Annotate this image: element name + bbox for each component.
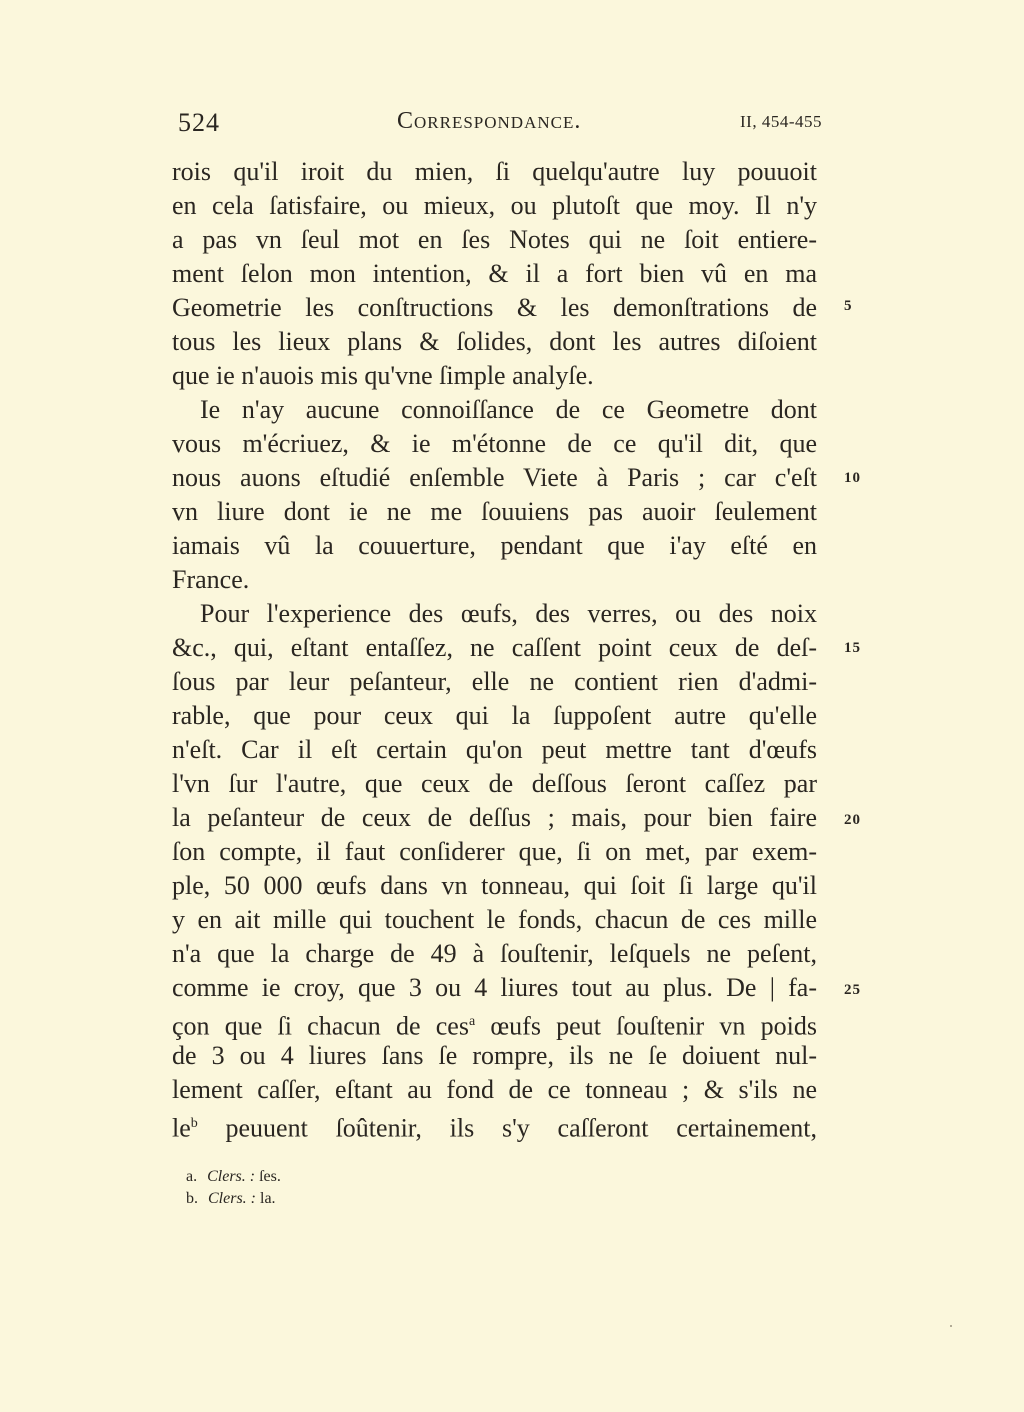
text-line: France. (172, 565, 250, 594)
text-line: la peſanteur de ceux de deſſus ; mais, pour bien faire (172, 803, 817, 832)
text-line (172, 1005, 817, 1039)
running-header (172, 108, 822, 148)
volume-reference: II, 454-455 (740, 112, 822, 131)
footnote-source: Clers. : (208, 1190, 256, 1207)
text-line: en cela ſatisfaire, ou mieux, ou plutoſt que moy. Il n'y (172, 191, 817, 220)
footnote-text: ſes. (259, 1168, 281, 1185)
text-line: ple, 50 000 œufs dans vn tonneau, qui ſoit ſi large qu'il (172, 871, 817, 900)
text-segment: çon que ſi chacun de ces (172, 1011, 469, 1041)
text-line: rable, que pour ceux qui la ſuppoſent autre qu'elle (172, 701, 817, 730)
footnotes (186, 1166, 281, 1210)
text-line: comme ie croy, que 3 ou 4 liures tout au plus. De | fa- (172, 973, 817, 1002)
text-line: Pour l'experience des œufs, des verres, ou des noix (200, 599, 817, 628)
page-number: 524 (178, 108, 220, 137)
footnote (186, 1166, 281, 1188)
line-number: 25 (844, 982, 861, 998)
text-line: iamais vû la couuerture, pendant que i'ay eſté en (172, 531, 817, 560)
line-number: 5 (844, 298, 853, 314)
footnote-mark: a. (186, 1168, 198, 1185)
footnote-text: la. (260, 1190, 276, 1207)
text-line: Geometrie les conſtructions & les demonſtrations de (172, 293, 817, 322)
text-line: ſous par leur peſanteur, elle ne contient rien d'admi- (172, 667, 817, 696)
text-line: ſon compte, il faut conſiderer que, ſi on met, par exem- (172, 837, 817, 866)
text-line: vous m'écriuez, & ie m'étonne de ce qu'il dit, que (172, 429, 817, 458)
text-line: &c., qui, eſtant entaſſez, ne caſſent point ceux de deſ- (172, 633, 817, 662)
line-number: 10 (844, 470, 861, 486)
text-segment: peuuent ſoûtenir, ils s'y caſſeront certainement, (197, 1113, 817, 1143)
footnote (186, 1188, 281, 1210)
line-number: 15 (844, 640, 861, 656)
text-line: lement caſſer, eſtant au fond de ce tonneau ; & s'ils ne (172, 1075, 817, 1104)
text-line: tous les lieux plans & ſolides, dont les autres diſoient (172, 327, 817, 356)
footnote-mark: b. (186, 1190, 198, 1207)
text-line (172, 1107, 817, 1141)
text-line: y en ait mille qui touchent le fonds, chacun de ces mille (172, 905, 817, 934)
text-segment: œufs peut ſouſtenir vn poids (475, 1011, 817, 1041)
text-segment: le (172, 1113, 191, 1143)
text-line: nous auons eſtudié enſemble Viete à Paris ; car c'eſt (172, 463, 817, 492)
footnote-marker-b: b (190, 1116, 198, 1131)
running-title: Correspondance. (397, 108, 582, 134)
text-line: n'eſt. Car il eſt certain qu'on peut mettre tant d'œufs (172, 735, 817, 764)
body-text (172, 155, 817, 1141)
text-line: vn liure dont ie ne me ſouuiens pas auoir ſeulement (172, 497, 817, 526)
text-line: n'a que la charge de 49 à ſouſtenir, leſquels ne peſent, (172, 939, 817, 968)
text-line: ment ſelon mon intention, & il a fort bien vû en ma (172, 259, 817, 288)
text-line: de 3 ou 4 liures ſans ſe rompre, ils ne ſe doiuent nul- (172, 1041, 817, 1070)
text-line: Ie n'ay aucune connoiſſance de ce Geometre dont (200, 395, 817, 424)
line-number: 20 (844, 812, 861, 828)
text-line: l'vn ſur l'autre, que ceux de deſſous ſeront caſſez par (172, 769, 817, 798)
footnote-marker-a: a (468, 1014, 476, 1029)
text-line: a pas vn ſeul mot en ſes Notes qui ne ſoit entiere- (172, 225, 817, 254)
paper-speck (950, 1325, 952, 1327)
text-line: que ie n'auois mis qu'vne ſimple analyſe. (172, 361, 594, 390)
text-line: rois qu'il iroit du mien, ſi quelqu'autre luy pouuoit (172, 157, 817, 186)
footnote-source: Clers. : (207, 1168, 256, 1185)
